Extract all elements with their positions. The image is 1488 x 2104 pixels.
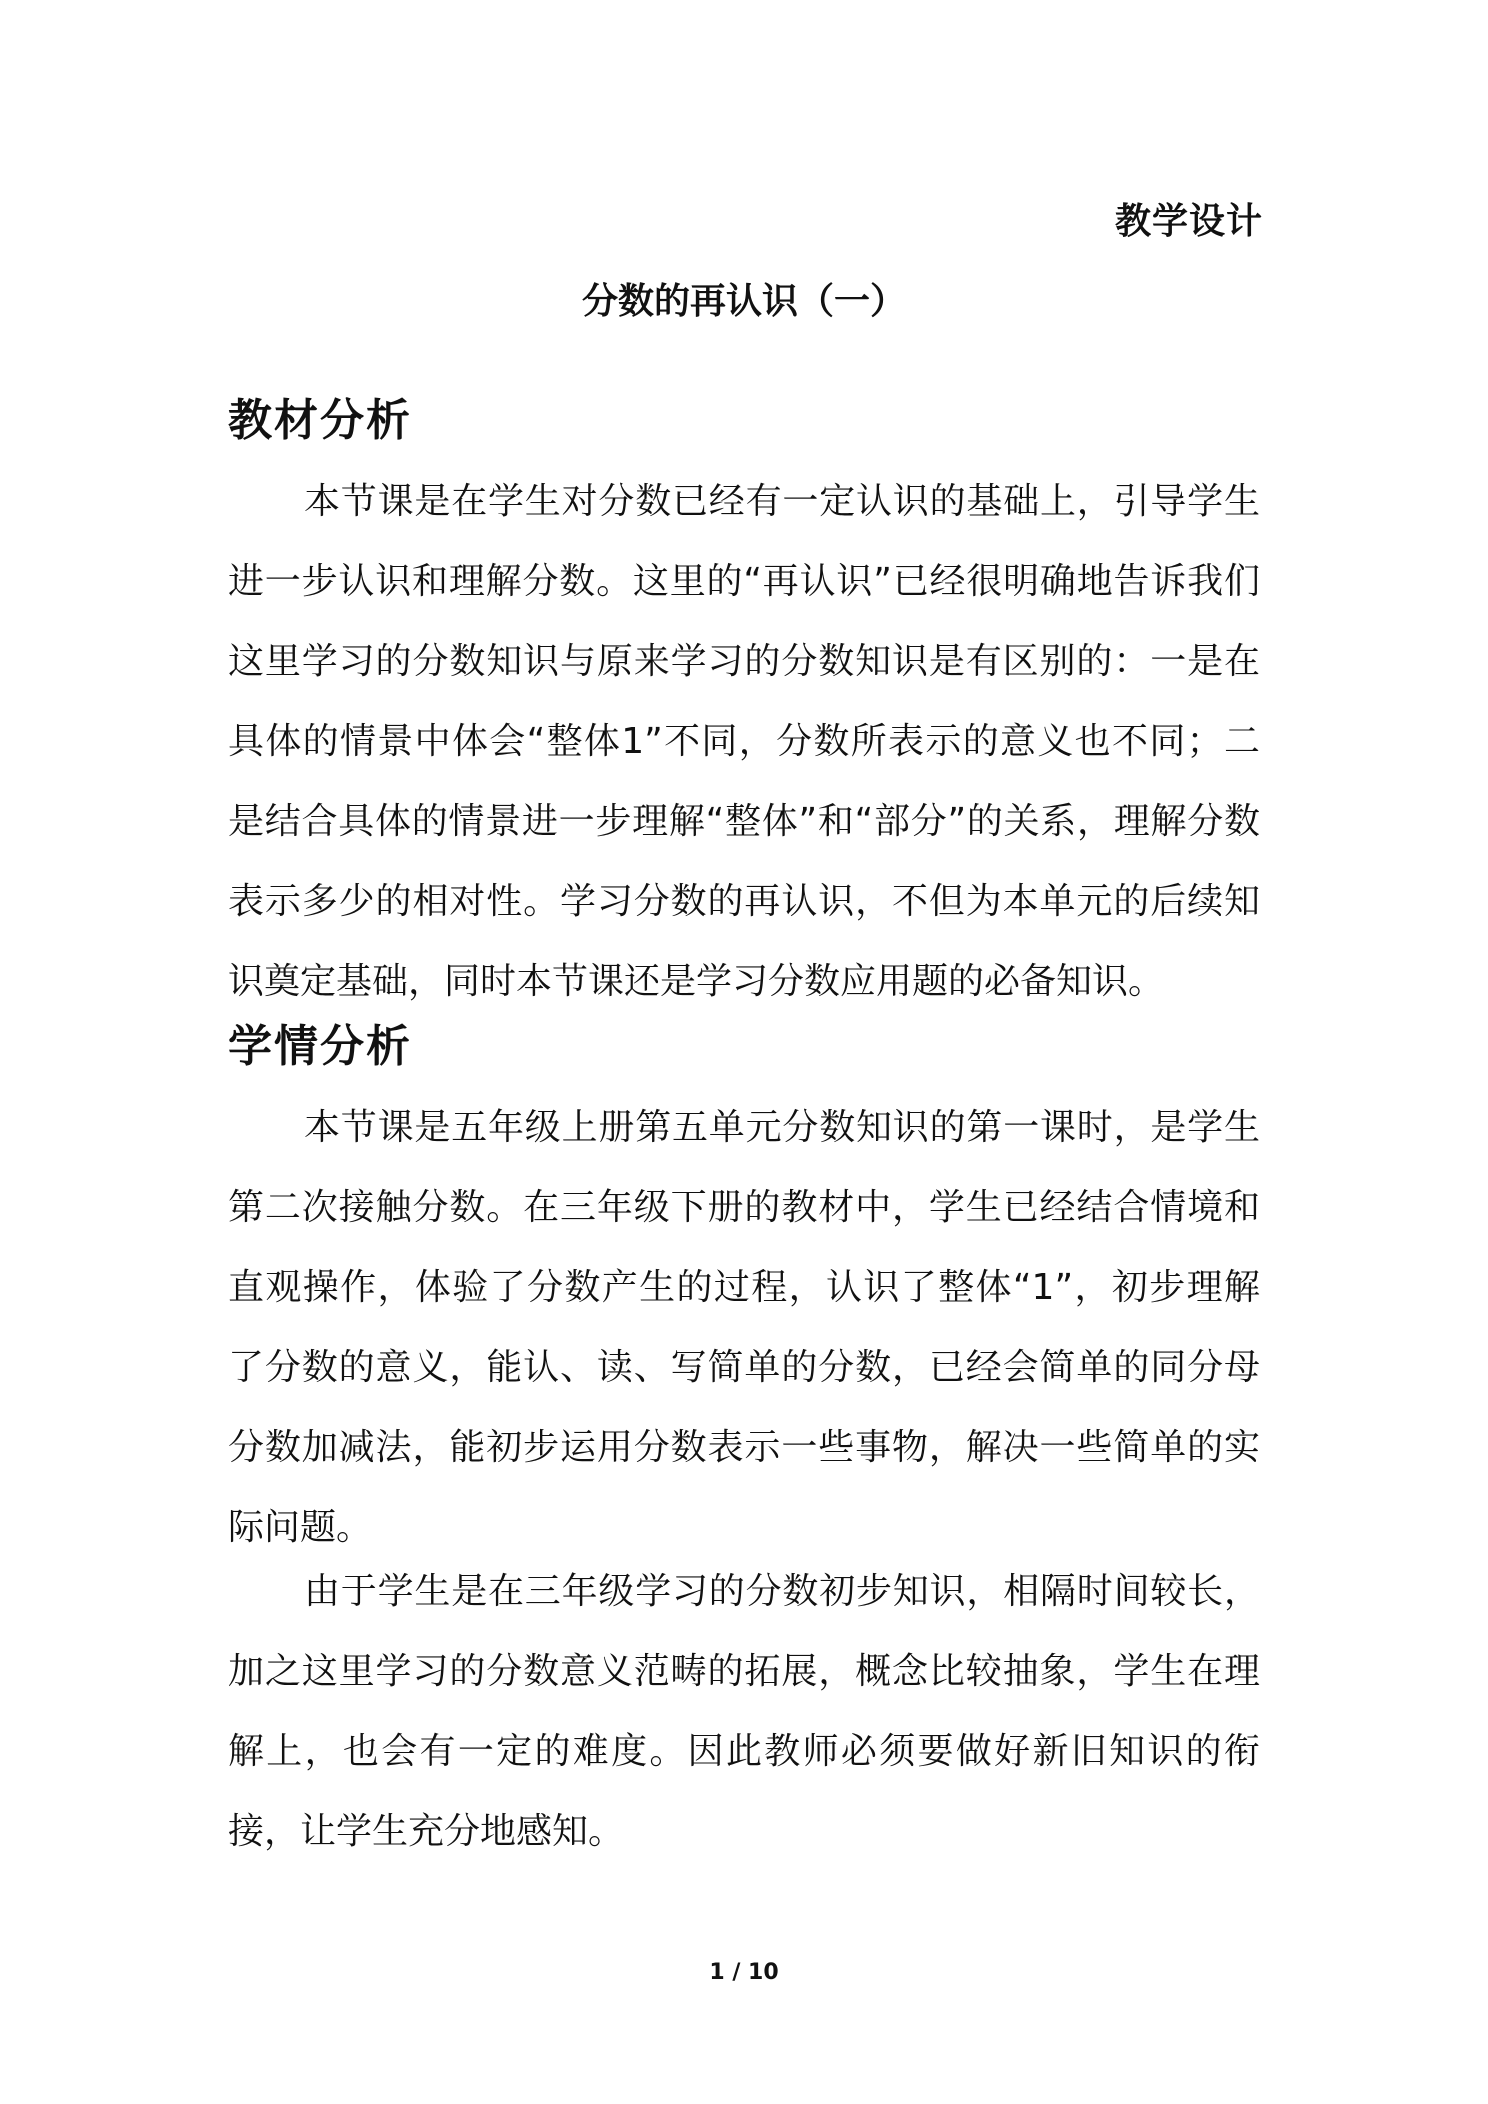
- section-paragraph: 本节课是在学生对分数已经有一定认识的基础上，引导学生进一步认识和理解分数。这里的“再认识”已经很明确地告诉我们这里学习的分数知识与原来学习的分数知识是有区别的：一是在具体的情景中体会“整体1”不同，分数所表示的意义也不同；二是结合具体的情景进一步理解“整体”和“部分”的关系，理解分数表示多少的相对性。学习分数的再认识，不但为本单元的后续知识奠定基础，同时本节课还是学习分数应用题的必备知识。: [228, 481, 1260, 1002]
- section-heading-student-analysis: 学情分析: [228, 1021, 412, 1072]
- section-paragraph: 本节课是五年级上册第五单元分数知识的第一课时，是学生第二次接触分数。在三年级下册的教材中，学生已经结合情境和直观操作，体验了分数产生的过程，认识了整体“1”，初步理解了分数的意义，能认、读、写简单的分数，已经会简单的同分母分数加减法，能初步运用分数表示一些事物，解决一些简单的实际问题。: [228, 1107, 1260, 1548]
- document-type-label: 教学设计: [1114, 201, 1263, 242]
- section-heading-textbook-analysis: 教材分析: [228, 395, 412, 446]
- section-paragraph: 由于学生是在三年级学习的分数初步知识，相隔时间较长，加之这里学习的分数意义范畴的拓展，概念比较抽象，学生在理解上，也会有一定的难度。因此教师必须要做好新旧知识的衔接，让学生充分地感知。: [228, 1571, 1260, 1852]
- page-number: 1 / 10: [709, 1960, 779, 1985]
- document-title: 分数的再认识（一）: [581, 281, 906, 322]
